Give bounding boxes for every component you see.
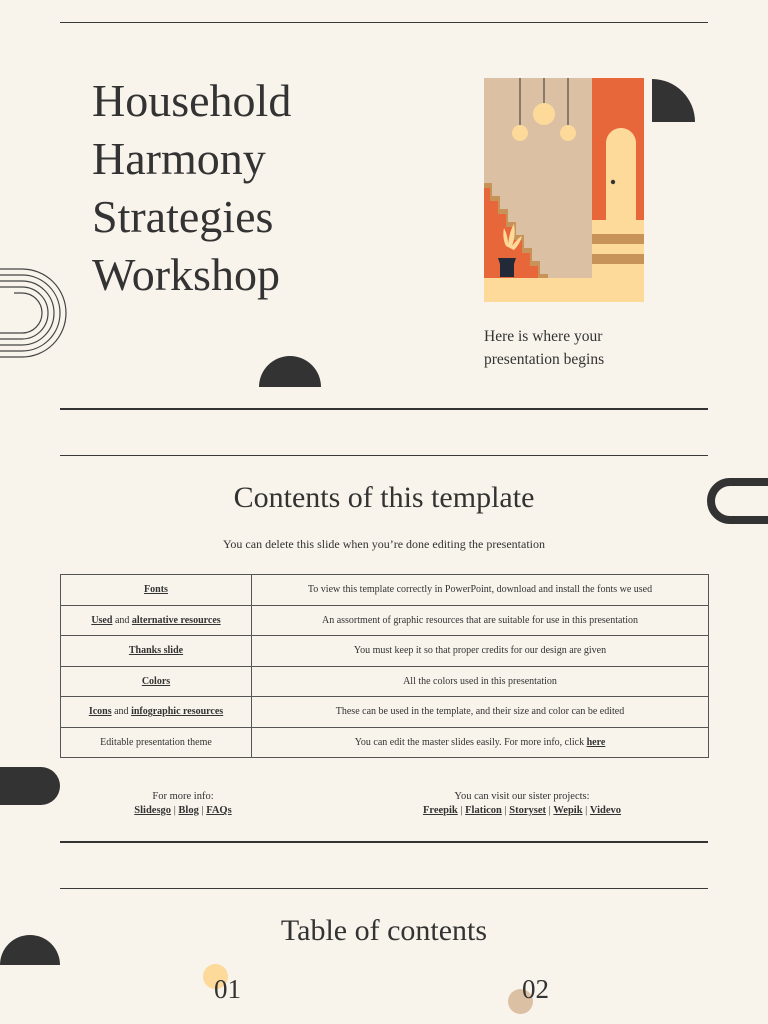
table-row — [61, 727, 709, 758]
table-row — [61, 605, 709, 636]
freepik-link[interactable]: Freepik — [422, 805, 458, 816]
wepik-link[interactable]: Wepik — [553, 805, 583, 816]
more-info-block — [108, 790, 258, 818]
row-resource — [61, 666, 252, 697]
intro-text: Here is where your presentation begins — [484, 328, 605, 368]
row-resource — [61, 575, 252, 606]
title-line-2: Harmony — [92, 133, 266, 184]
row-description: All the colors used in this presentation — [252, 666, 709, 697]
and-text: and — [112, 614, 132, 626]
title-line-1: Household — [92, 75, 292, 126]
quarter-circle-decoration — [652, 79, 696, 122]
more-info-label: For more info: — [152, 791, 214, 802]
row-resource — [61, 636, 252, 667]
more-info-links: Slidesgo | Blog | FAQs — [134, 805, 232, 816]
sister-projects-label: You can visit our sister projects: — [454, 791, 590, 802]
sister-projects-links: Freepik | Flaticon | Storyset | Wepik | Videvo — [422, 805, 622, 816]
table-row — [61, 636, 709, 667]
row-resource — [61, 605, 252, 636]
row-description — [252, 727, 709, 758]
toc-number-01: 01 — [214, 974, 241, 1004]
room-illustration — [484, 78, 644, 302]
slide2-bottom-rule — [60, 841, 708, 843]
row-description: You must keep it so that proper credits for our design are given — [252, 636, 709, 667]
used-link[interactable]: Used — [91, 614, 113, 626]
slide1-bottom-rule — [60, 408, 708, 410]
table-row — [61, 697, 709, 728]
storyset-link[interactable]: Storyset — [509, 805, 546, 816]
row-description: To view this template correctly in PowerPoint, download and install the fonts we used — [252, 575, 709, 606]
table-row — [61, 666, 709, 697]
icons-link[interactable]: Icons — [88, 706, 112, 718]
row-description: These can be used in the template, and their size and color can be edited — [252, 697, 709, 728]
videvo-link[interactable]: Videvo — [589, 805, 622, 816]
here-link[interactable]: here — [586, 736, 606, 748]
and-text: and — [111, 706, 132, 718]
contents-table — [60, 574, 709, 758]
row-resource: Editable presentation theme — [61, 727, 252, 758]
flaticon-link[interactable]: Flaticon — [465, 805, 502, 816]
contents-title: Contents of this template — [233, 481, 535, 514]
slide1-title — [92, 72, 422, 304]
table-row — [61, 575, 709, 606]
infographic-resources-link[interactable]: infographic resources — [131, 706, 224, 718]
fonts-link[interactable]: Fonts — [144, 584, 168, 596]
contents-subtitle: You can delete this slide when you’re done editing the presentation — [222, 537, 546, 551]
slide1-top-rule — [60, 22, 708, 23]
faqs-link[interactable]: FAQs — [206, 805, 232, 816]
editable-theme-text: You can edit the master slides easily. For more info, click — [354, 736, 587, 748]
dark-pill-decoration — [0, 767, 60, 805]
semicircle-decoration — [258, 355, 322, 388]
blog-link[interactable]: Blog — [178, 805, 199, 816]
toc-title: Table of contents — [280, 914, 488, 947]
toc-number-02: 02 — [522, 974, 549, 1004]
title-line-3: Strategies — [92, 191, 274, 242]
slidesgo-link[interactable]: Slidesgo — [134, 805, 172, 816]
concentric-arcs-decoration — [0, 266, 72, 360]
colors-link[interactable]: Colors — [141, 675, 171, 687]
slide3-top-rule — [60, 888, 708, 889]
row-resource — [61, 697, 252, 728]
row-description: An assortment of graphic resources that are suitable for use in this presentation — [252, 605, 709, 636]
alternative-resources-link[interactable]: alternative resources — [131, 614, 221, 626]
title-line-4: Workshop — [92, 249, 280, 300]
thanks-slide-link[interactable]: Thanks slide — [128, 645, 184, 657]
sister-projects-block — [392, 790, 652, 818]
slide2-top-rule — [60, 455, 708, 456]
